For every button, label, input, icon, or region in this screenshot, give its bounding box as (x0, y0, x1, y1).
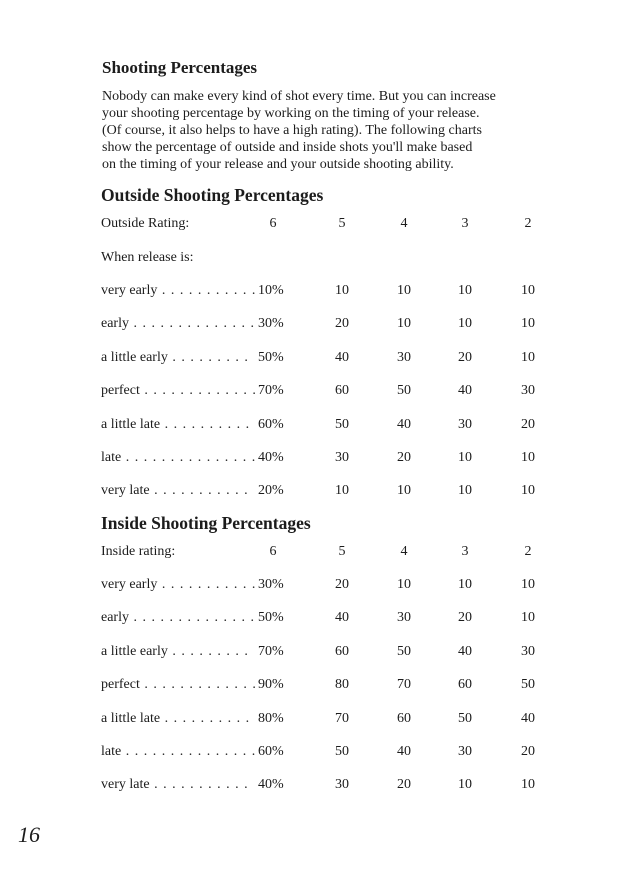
dot-leader: . . . . . . . . . . (160, 416, 251, 432)
page-number: 16 (18, 822, 40, 847)
release-label-text: perfect (101, 677, 140, 693)
table-row (101, 415, 541, 435)
table-cell: 60 (397, 710, 411, 726)
table-cell: 50 (521, 677, 535, 693)
release-label (101, 742, 256, 762)
table-cell: 40 (335, 610, 349, 626)
dot-leader: . . . . . . . . . . . . . (139, 383, 257, 399)
rating-6-percent: 80% (258, 710, 284, 726)
table-cell: 70 (397, 677, 411, 693)
table-cell: 30 (458, 416, 472, 432)
table-cell: 10 (521, 777, 535, 793)
dot-leader: . . . . . . . . . . . . . . . (121, 450, 257, 465)
dot-leader: . . . . . . . . . . . . . . (128, 316, 255, 332)
table-cell: 10 (521, 577, 535, 592)
outside-section-title: Outside Shooting Percentages (101, 185, 324, 205)
inside-rating-header (101, 542, 541, 562)
table-row (101, 381, 541, 401)
rating-6-percent: 50% (258, 610, 284, 626)
rating-value: 6 (269, 216, 277, 231)
release-label (101, 381, 257, 401)
release-label (101, 775, 249, 795)
table-cell: 20 (397, 450, 411, 465)
rating-6-percent: 70% (258, 383, 284, 399)
table-cell: 10 (397, 483, 411, 499)
table-cell: 40 (458, 383, 472, 399)
release-label-text: late (101, 744, 122, 759)
release-label-text: a little late (101, 416, 161, 432)
table-cell: 10 (521, 610, 535, 626)
rating-value: 2 (524, 544, 532, 559)
rating-value: 6 (269, 544, 277, 559)
release-label-text: a little late (101, 710, 161, 726)
table-cell: 20 (397, 777, 411, 793)
table-row (101, 675, 541, 695)
rating-6-percent: 10% (258, 283, 284, 298)
table-cell: 30 (458, 744, 472, 759)
release-label-text: very late (101, 777, 150, 793)
intro-paragraph (102, 88, 547, 173)
release-label (101, 675, 257, 695)
rating-6-percent: 60% (258, 744, 284, 759)
table-cell: 40 (397, 416, 411, 432)
release-label-text: very late (101, 483, 150, 499)
table-cell: 10 (521, 483, 535, 499)
table-cell: 10 (397, 577, 411, 592)
release-label (101, 709, 250, 729)
table-cell: 10 (335, 483, 349, 499)
table-cell: 50 (458, 710, 472, 726)
intro-line: Nobody can make every kind of shot every time. But you can increase (102, 89, 496, 104)
rating-6-percent: 20% (258, 483, 284, 499)
table-row (101, 642, 541, 662)
table-cell: 10 (458, 283, 472, 298)
intro-line: show the percentage of outside and inside shots you'll make based (102, 140, 473, 155)
dot-leader: . . . . . . . . . . . (157, 283, 257, 298)
table-cell: 30 (521, 383, 535, 399)
rating-6-percent: 70% (258, 643, 284, 659)
table-row (101, 348, 541, 368)
table-cell: 20 (458, 349, 472, 365)
rating-value: 5 (338, 544, 346, 559)
release-label (101, 348, 249, 368)
rating-value: 3 (461, 216, 469, 231)
table-cell: 60 (458, 677, 472, 693)
release-label-text: early (101, 610, 129, 626)
table-cell: 10 (397, 283, 411, 298)
table-cell: 10 (458, 483, 472, 499)
table-cell: 80 (335, 677, 349, 693)
rating-6-percent: 90% (258, 677, 284, 693)
release-label-text: early (101, 316, 129, 332)
release-label-text: perfect (101, 383, 140, 399)
table-cell: 30 (521, 643, 535, 659)
subhead-text: When release is: (101, 250, 194, 265)
rating-6-percent: 50% (258, 349, 284, 365)
table-cell: 50 (335, 744, 349, 759)
table-row (101, 575, 541, 595)
intro-line: on the timing of your release and your outside shooting ability. (102, 157, 454, 172)
table-cell: 30 (397, 349, 411, 365)
table-cell: 40 (521, 710, 535, 726)
release-label (101, 281, 256, 301)
release-subhead (101, 248, 541, 268)
table-cell: 10 (397, 316, 411, 332)
dot-leader: . . . . . . . . . . . (149, 777, 249, 793)
table-cell: 70 (335, 710, 349, 726)
dot-leader: . . . . . . . . . (167, 643, 249, 659)
table-cell: 20 (521, 744, 535, 759)
table-cell: 30 (397, 610, 411, 626)
table-cell: 10 (458, 777, 472, 793)
table-row (101, 281, 541, 301)
release-label (101, 642, 249, 662)
inside-section-title: Inside Shooting Percentages (101, 513, 311, 533)
table-cell: 60 (335, 383, 349, 399)
rating-value: 4 (400, 544, 408, 559)
table-cell: 10 (458, 577, 472, 592)
release-label (101, 448, 256, 468)
release-label (101, 575, 256, 595)
dot-leader: . . . . . . . . . (167, 349, 249, 365)
table-row (101, 448, 541, 468)
rating-6-percent: 40% (258, 450, 284, 465)
table-cell: 10 (458, 450, 472, 465)
table-cell: 20 (335, 316, 349, 332)
rating-6-percent: 40% (258, 777, 284, 793)
table-cell: 60 (335, 643, 349, 659)
rating-value: 2 (524, 216, 532, 231)
table-cell: 30 (335, 450, 349, 465)
intro-line: your shooting percentage by working on the timing of your release. (102, 106, 480, 121)
table-row (101, 481, 541, 501)
dot-leader: . . . . . . . . . . . . . . . (121, 744, 257, 759)
rating-value: 3 (461, 544, 469, 559)
release-label-text: a little early (101, 349, 168, 365)
table-cell: 10 (335, 283, 349, 298)
rating-value: 5 (338, 216, 346, 231)
rating-6-percent: 30% (258, 316, 284, 332)
dot-leader: . . . . . . . . . . . . . (139, 677, 257, 693)
rating-6-percent: 30% (258, 577, 284, 592)
table-cell: 20 (458, 610, 472, 626)
dot-leader: . . . . . . . . . . . (157, 577, 257, 592)
table-cell: 50 (335, 416, 349, 432)
table-cell: 40 (397, 744, 411, 759)
table-cell: 50 (397, 643, 411, 659)
table-cell: 20 (335, 577, 349, 592)
release-label (101, 481, 249, 501)
outside-rating-header (101, 214, 541, 234)
table-cell: 10 (521, 349, 535, 365)
table-row (101, 742, 541, 762)
release-label (101, 415, 250, 435)
rating-6-percent: 60% (258, 416, 284, 432)
release-label-text: late (101, 450, 122, 465)
table-cell: 20 (521, 416, 535, 432)
table-row (101, 709, 541, 729)
dot-leader: . . . . . . . . . . . . . . (128, 610, 255, 626)
release-label-text: a little early (101, 643, 168, 659)
table-cell: 50 (397, 383, 411, 399)
rating-label: Inside rating: (101, 544, 176, 559)
table-cell: 10 (521, 283, 535, 298)
table-row (101, 775, 541, 795)
release-label-text: very early (101, 577, 158, 592)
release-label (101, 314, 255, 334)
table-row (101, 608, 541, 628)
table-cell: 40 (335, 349, 349, 365)
rating-value: 4 (400, 216, 408, 231)
table-cell: 40 (458, 643, 472, 659)
table-row (101, 314, 541, 334)
intro-line: (Of course, it also helps to have a high rating). The following charts (102, 123, 482, 138)
release-label (101, 608, 255, 628)
dot-leader: . . . . . . . . . . (160, 710, 251, 726)
page-heading: Shooting Percentages (102, 58, 258, 77)
table-cell: 30 (335, 777, 349, 793)
table-cell: 10 (521, 316, 535, 332)
table-cell: 10 (458, 316, 472, 332)
dot-leader: . . . . . . . . . . . (149, 483, 249, 499)
release-label-text: very early (101, 283, 158, 298)
table-cell: 10 (521, 450, 535, 465)
rating-label: Outside Rating: (101, 216, 190, 231)
